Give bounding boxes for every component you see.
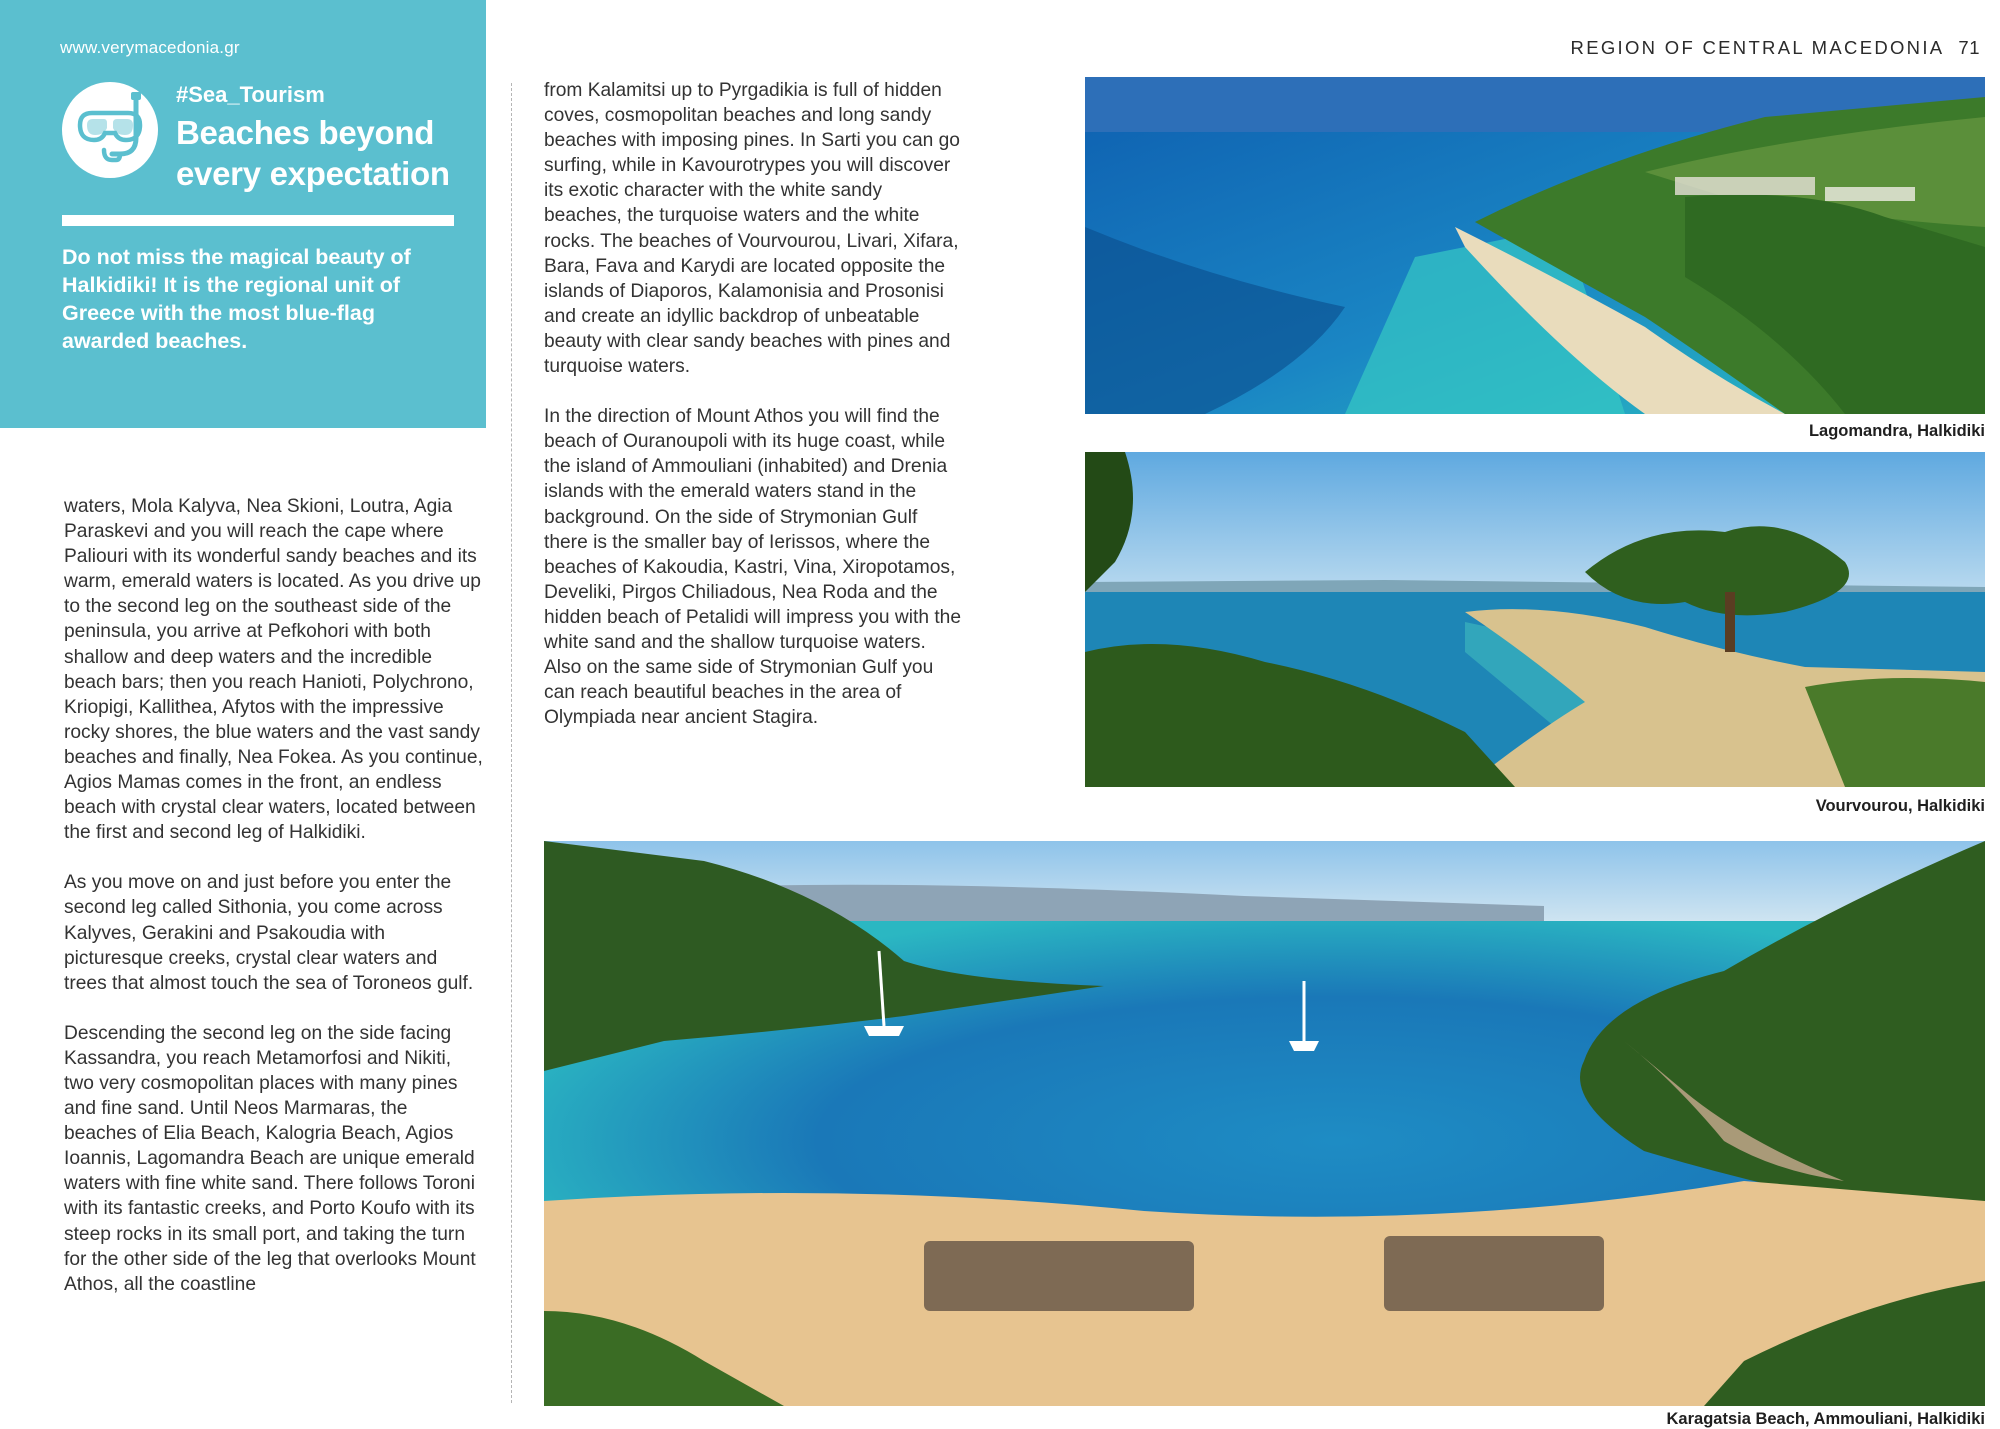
photo-caption: Vourvourou, Halkidiki: [1815, 797, 1985, 815]
photo-lagomandra: [1085, 77, 1985, 414]
photo-caption: Karagatsia Beach, Ammouliani, Halkidiki: [1666, 1410, 1985, 1428]
region-title: REGION OF CENTRAL MACEDONIA: [1570, 37, 1945, 58]
paragraph: As you move on and just before you enter the second leg called Sithonia, you come across Kalyves, Gerakini and Psakoudia with picturesque creeks, crystal clear waters and trees that almost touch the sea of Toroneos gulf.: [64, 872, 474, 994]
text-column-left: [64, 494, 484, 1322]
hashtag: #Sea_Tourism: [176, 82, 325, 107]
paragraph: In the direction of Mount Athos you will find the beach of Ouranoupoli with its huge coast, while the island of Ammouliani (inhabited) and Drenia islands with the emerald waters stand in the background. On the side of Strymonian Gulf there is the smaller bay of Ierissos, where the beaches of Kakoudia, Kastri, Vina, Xiropotamos, Develiki, Pirgos Chiliadous, Nea Roda and the hidden beach of Petalidi will impress you with the white sand and the shallow turquoise waters. Also on the same side of Strymonian Gulf you can reach beautiful beaches in the area of Olympiada near ancient Stagira.: [544, 406, 962, 729]
intro-text: Do not miss the magical beauty of Halkidiki! It is the regional unit of Greece with the most blue-flag awarded beaches.: [62, 245, 411, 353]
column-divider: [511, 83, 512, 1403]
page-number: 71: [1958, 37, 1980, 58]
photo-vourvourou: [1085, 452, 1985, 787]
paragraph: Descending the second leg on the side facing Kassandra, you reach Metamorfosi and Nikiti, two very cosmopolitan places with many pines and fine sand. Until Neos Marmaras, the beaches of Elia Beach, Kalogria Beach, Agios Ioannis, Lagomandra Beach are unique emerald waters with fine white sand. There follows Toroni with its fantastic creeks, and Porto Koufo with its steep rocks in its small port, and taking the turn for the other side of the leg that overlooks Mount Athos, all the coastline: [64, 1022, 476, 1295]
text-column-middle: [544, 78, 964, 755]
title-divider: [62, 215, 454, 226]
page-title: Beaches beyond every expectation: [176, 114, 450, 192]
photo-caption: Lagomandra, Halkidiki: [1808, 422, 1985, 440]
paragraph: from Kalamitsi up to Pyrgadikia is full of hidden coves, cosmopolitan beaches and long sandy beaches with imposing pines. In Sarti you can go surfing, while in Kavourotrypes you will discover its exotic character with the white sandy beaches, the turquoise waters and the white rocks. The beaches of Vourvourou, Livari, Xifara, Bara, Fava and Karydi are located opposite the islands of Diaporos, Kalamonisia and Prosonisi and create an idyllic backdrop of unbeatable beauty with clear sandy beaches with pines and turquoise waters.: [544, 80, 960, 378]
running-header: [1571, 37, 1980, 59]
snorkel-mask-icon: [60, 80, 160, 180]
photo-karagatsia-beach: [544, 841, 1985, 1406]
paragraph: waters, Mola Kalyva, Nea Skioni, Loutra, Agia Paraskevi and you will reach the cape where Paliouri with its wonderful sandy beaches and its warm, emerald waters is located. As you drive up to the second leg on the southeast side of the peninsula, you arrive at Pefkohori with both shallow and deep waters and the incredible beach bars; then you reach Hanioti, Polychrono, Kriopigi, Kallithea, Afytos with the impressive rocky shores, the blue waters and the vast sandy beaches and finally, Nea Fokea. As you continue, Agios Mamas comes in the front, an endless beach with crystal clear waters, located between the first and second leg of Halkidiki.: [64, 496, 483, 844]
feature-box: [0, 0, 486, 428]
website-url[interactable]: www.verymacedonia.gr: [60, 38, 240, 57]
